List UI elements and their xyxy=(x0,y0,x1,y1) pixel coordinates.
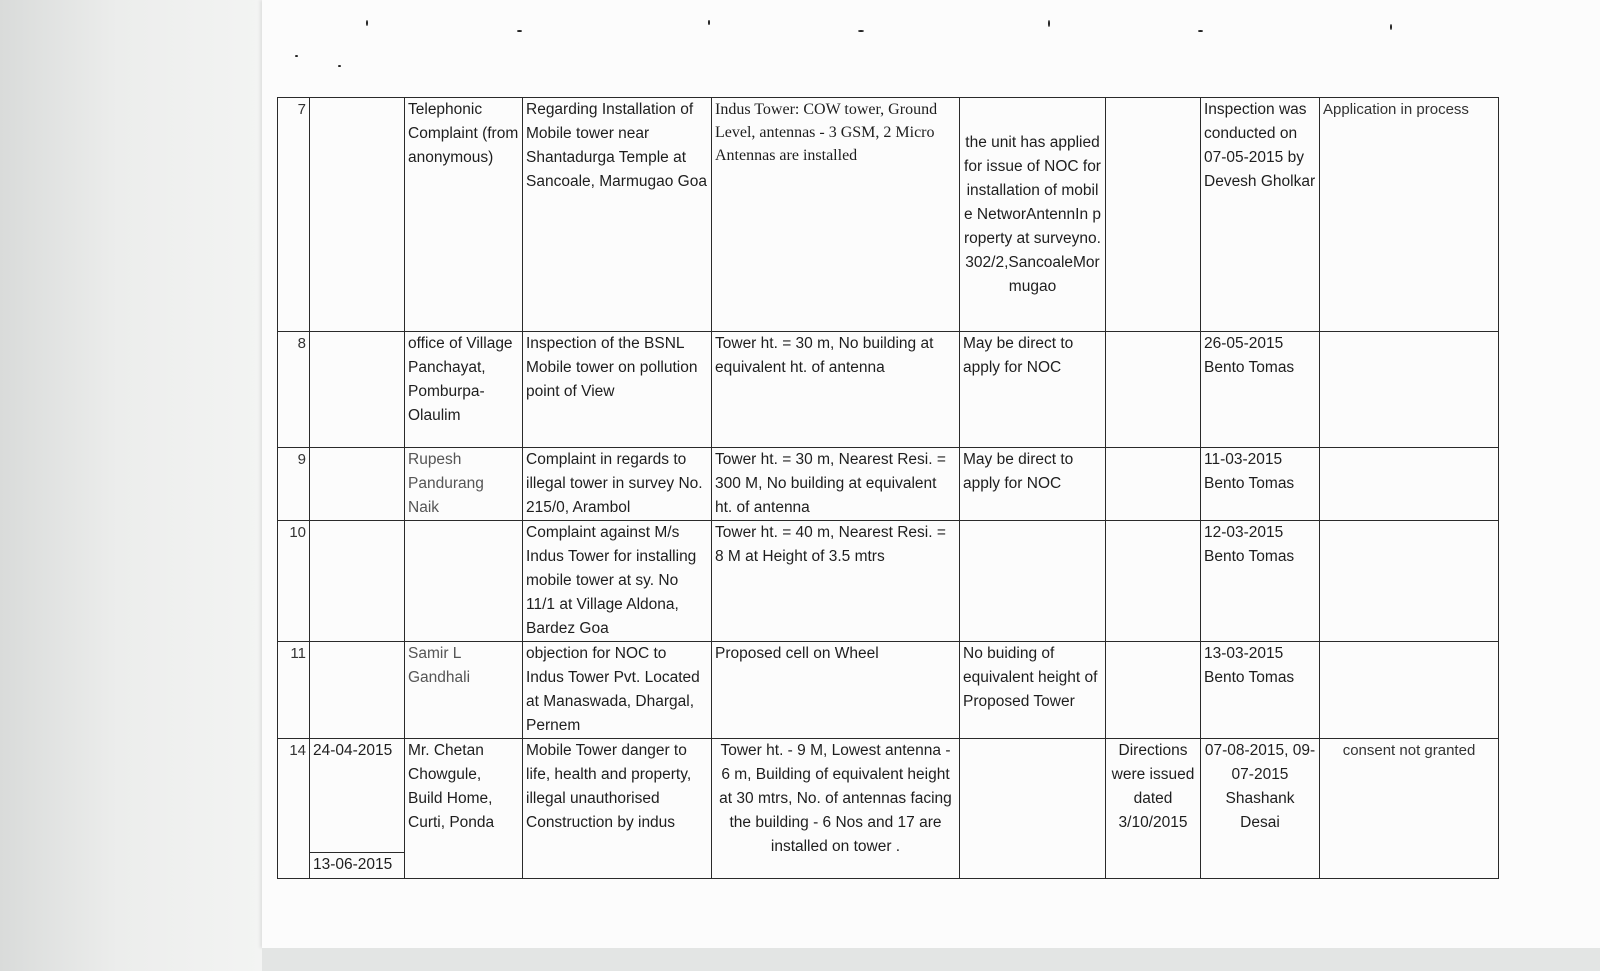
inspection-details: 07-08-2015, 09-07-2015 Shashank Desai xyxy=(1201,739,1320,879)
action-status xyxy=(960,739,1106,879)
serial-number: 11 xyxy=(278,642,310,739)
directions-issued: Directions were issued dated 3/10/2015 xyxy=(1106,739,1201,879)
table-row xyxy=(278,448,1499,521)
scan-speck xyxy=(295,55,298,57)
remarks-cell xyxy=(1320,98,1499,332)
table-row xyxy=(278,521,1499,642)
directions-issued xyxy=(1106,98,1201,332)
complainant xyxy=(405,521,523,642)
scan-speck xyxy=(1198,30,1203,32)
scan-speck xyxy=(517,30,522,32)
inspection-findings: Proposed cell on Wheel xyxy=(712,642,960,739)
complaint-date xyxy=(310,332,405,448)
remarks xyxy=(1320,448,1499,521)
complainant: office of Village Panchayat, Pomburpa-Olaulim xyxy=(405,332,523,448)
action-status: the unit has applied for issue of NOC for installation of mobile NetworAntennIn property at surveyno.302/2,SancoaleMormugao xyxy=(960,98,1106,332)
directions-issued xyxy=(1106,448,1201,521)
remarks xyxy=(1320,332,1499,448)
remarks: consent not granted xyxy=(1342,742,1476,759)
scanner-margin xyxy=(262,948,1600,971)
remarks xyxy=(1320,521,1499,642)
scan-speck xyxy=(1390,24,1392,30)
complaint-date-second: 13-06-2015 xyxy=(310,852,404,877)
complaint-subject: Complaint against M/s Indus Tower for installing mobile tower at sy. No 11/1 at Village Aldona, Bardez Goa xyxy=(523,521,712,642)
records-table xyxy=(277,97,1499,879)
inspection-findings: Tower ht. - 9 M, Lowest antenna - 6 m, Building of equivalent height at 30 mtrs, No. of antennas facing the building - 6 Nos and 17 are installed on tower . xyxy=(712,739,960,879)
complaint-date xyxy=(310,521,405,642)
inspection-details: Inspection was conducted on 07-05-2015 by Devesh Gholkar xyxy=(1201,98,1320,332)
inspection-findings: Tower ht. = 30 m, No building at equivalent ht. of antenna xyxy=(712,332,960,448)
complainant: Rupesh Pandurang Naik xyxy=(405,448,523,521)
inspection-details: 12-03-2015 Bento Tomas xyxy=(1201,521,1320,642)
scan-speck xyxy=(1048,20,1050,27)
complaint-date xyxy=(310,98,405,332)
action-status xyxy=(960,521,1106,642)
complaint-subject: Complaint in regards to illegal tower in survey No. 215/0, Arambol xyxy=(523,448,712,521)
scan-speck xyxy=(366,20,368,26)
remarks xyxy=(1320,642,1499,739)
complaint-dates-cell xyxy=(310,739,405,879)
table-row xyxy=(278,98,1499,332)
complaint-subject: Mobile Tower danger to life, health and property, illegal unauthorised Construction by indus xyxy=(523,739,712,879)
serial-number: 9 xyxy=(278,448,310,521)
inspection-details: 11-03-2015 Bento Tomas xyxy=(1201,448,1320,521)
table-row xyxy=(278,739,1499,879)
complaint-date xyxy=(310,642,405,739)
serial-number: 8 xyxy=(278,332,310,448)
serial-number: 7 xyxy=(278,98,310,332)
inspection-details: 26-05-2015 Bento Tomas xyxy=(1201,332,1320,448)
action-status: May be direct to apply for NOC xyxy=(960,332,1106,448)
directions-issued xyxy=(1106,521,1201,642)
complaint-date xyxy=(310,448,405,521)
complainant: Telephonic Complaint (from anonymous) xyxy=(405,98,523,332)
remarks-cell xyxy=(1320,739,1499,879)
complainant: Samir L Gandhali xyxy=(405,642,523,739)
complaint-subject: objection for NOC to Indus Tower Pvt. Located at Manaswada, Dhargal, Pernem xyxy=(523,642,712,739)
complaint-subject: Inspection of the BSNL Mobile tower on pollution point of View xyxy=(523,332,712,448)
scan-speck xyxy=(708,20,710,25)
remarks: Application in process xyxy=(1323,101,1469,118)
serial-number: 14 xyxy=(278,739,310,879)
directions-issued xyxy=(1106,332,1201,448)
scanner-background xyxy=(0,0,262,971)
inspection-findings: Indus Tower: COW tower, Ground Level, antennas - 3 GSM, 2 Micro Antennas are installed xyxy=(712,98,960,332)
scan-speck xyxy=(338,65,341,67)
directions-issued xyxy=(1106,642,1201,739)
complaint-subject: Regarding Installation of Mobile tower near Shantadurga Temple at Sancoale, Marmugao Goa xyxy=(523,98,712,332)
table-row xyxy=(278,332,1499,448)
complaint-date: 24-04-2015 xyxy=(313,742,393,759)
action-status: May be direct to apply for NOC xyxy=(960,448,1106,521)
scan-speck xyxy=(858,30,864,32)
action-status: No buiding of equivalent height of Proposed Tower xyxy=(960,642,1106,739)
inspection-findings: Tower ht. = 30 m, Nearest Resi. = 300 M, No building at equivalent ht. of antenna xyxy=(712,448,960,521)
inspection-details: 13-03-2015 Bento Tomas xyxy=(1201,642,1320,739)
serial-number: 10 xyxy=(278,521,310,642)
complainant: Mr. Chetan Chowgule, Build Home, Curti, Ponda xyxy=(405,739,523,879)
inspection-findings: Tower ht. = 40 m, Nearest Resi. = 8 M at Height of 3.5 mtrs xyxy=(712,521,960,642)
table-row xyxy=(278,642,1499,739)
